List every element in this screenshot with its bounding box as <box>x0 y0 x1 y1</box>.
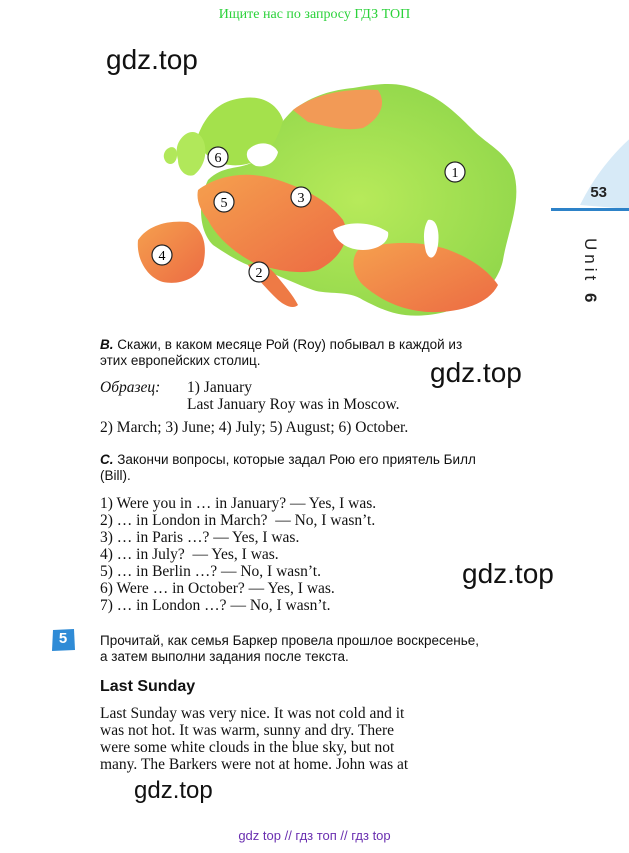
map-landmass <box>138 84 517 316</box>
task-b-answers: 2) March; 3) June; 4) July; 5) August; 6) October. <box>100 419 409 436</box>
task-b-text-1: Скажи, в каком месяце Рой (Roy) побывал в каждой из <box>117 337 463 352</box>
text-line: were some white clouds in the blue sky, but not <box>100 739 395 756</box>
list-item: 2) … in London in March? — No, I wasn’t. <box>100 512 376 529</box>
task-c-letter: C. <box>100 452 114 467</box>
unit-label <box>568 238 600 306</box>
sample-line-2: Last January Roy was in Moscow. <box>187 396 400 413</box>
reading-text <box>100 705 546 773</box>
exercise-5-text-2: а затем выполни задания после текста. <box>100 649 349 664</box>
list-item: 1) Were you in … in January? — Yes, I was. <box>100 495 377 512</box>
exercise-number: 5 <box>58 630 68 647</box>
svg-text:4: 4 <box>158 249 166 264</box>
page-number: 53 <box>590 184 607 201</box>
top-banner[interactable]: Ищите нас по запросу ГДЗ ТОП <box>218 7 411 22</box>
svg-text:6: 6 <box>214 151 222 166</box>
task-b-letter: B. <box>100 337 114 352</box>
page-rule <box>551 208 629 211</box>
svg-text:2: 2 <box>255 266 263 281</box>
footer-links[interactable]: gdz top // гдз топ // гдз top <box>238 828 391 843</box>
reading-title: Last Sunday <box>100 678 196 695</box>
svg-text:3: 3 <box>297 191 305 206</box>
task-c-text-1: Закончи вопросы, которые задал Рою его приятель Билл <box>117 452 476 467</box>
list-item: 3) … in Paris …? — Yes, I was. <box>100 529 300 546</box>
map-marker <box>291 187 311 207</box>
text-line: was not hot. It was warm, sunny and dry. There <box>100 722 395 739</box>
list-item: 7) … in London …? — No, I wasn’t. <box>100 597 331 614</box>
sample-label: Образец: <box>100 379 161 396</box>
map-marker <box>214 192 234 212</box>
task-c-instruction <box>100 452 550 484</box>
map-marker <box>152 245 172 265</box>
watermark: gdz.top <box>430 357 522 388</box>
list-item: 4) … in July? — Yes, I was. <box>100 546 279 563</box>
exercise-5-text-1: Прочитай, как семья Баркер провела прошлое воскресенье, <box>100 633 479 648</box>
svg-text:5: 5 <box>220 196 228 211</box>
exercise-5-instruction <box>100 633 560 665</box>
list-item: 6) Were … in October? — Yes, I was. <box>100 580 335 597</box>
list-item: 5) … in Berlin …? — No, I wasn’t. <box>100 563 321 580</box>
europe-map <box>128 70 528 320</box>
map-marker <box>249 262 269 282</box>
watermark: gdz.top <box>106 44 198 75</box>
text-line: many. The Barkers were not at home. John was at <box>100 756 409 773</box>
task-c-list <box>100 495 376 614</box>
svg-text:1: 1 <box>451 166 459 181</box>
map-marker <box>208 147 228 167</box>
task-b-instruction <box>100 337 550 369</box>
unit-number: 6 <box>581 292 600 307</box>
task-b-text-2: этих европейских столиц. <box>100 353 261 368</box>
watermark: gdz.top <box>134 777 213 804</box>
text-line: Last Sunday was very nice. It was not cold and it <box>100 705 405 722</box>
map-marker <box>445 162 465 182</box>
task-c-text-2: (Bill). <box>100 468 131 483</box>
watermark: gdz.top <box>462 558 554 589</box>
sample-line-1: 1) January <box>187 379 252 396</box>
unit-word: Unit <box>581 238 600 285</box>
